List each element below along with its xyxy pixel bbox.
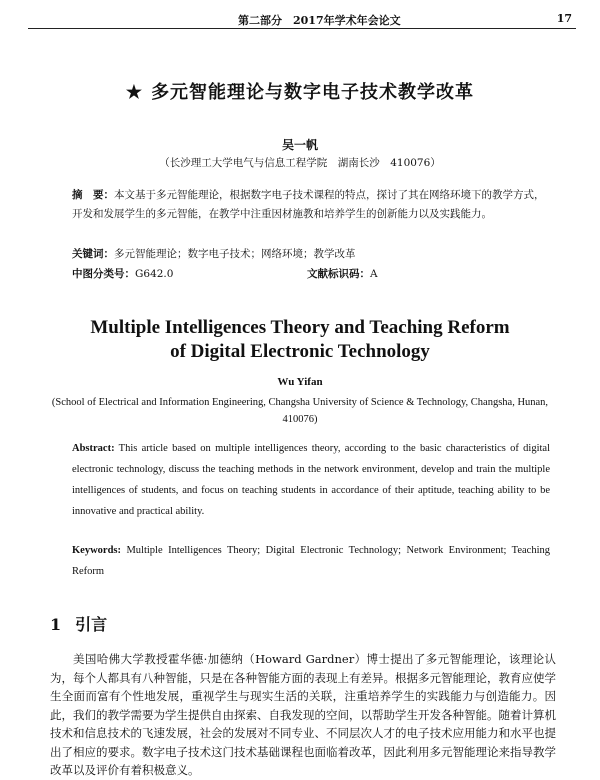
- abstract-en-text: This article based on multiple intelligences theory, according to the basic characteristics of digital electronic technology, discuss the teaching methods in the network environment, develop and train the multiple intelligences of students, and focus on teaching students in accordance of their aptitude, teaching ability to be innovative and practical ability.: [72, 443, 551, 517]
- keywords-en: [72, 540, 550, 582]
- keywords-cn-text: 多元智能理论；数字电子技术；网络环境；教学改革: [114, 248, 356, 260]
- abstract-cn-text: 本文基于多元智能理论，根据数字电子技术课程的特点，探讨了其在网络环境下的教学方式，开发和发展学生的多元智能，在教学中注重因材施教和培养学生的创新能力以及实践能力。: [72, 189, 545, 220]
- keywords-cn-label: 关键词：: [72, 248, 114, 260]
- author-cn: 吴一帆: [281, 138, 318, 152]
- doc-code-label: 文献标识码：: [307, 268, 370, 280]
- keywords-en-text: Multiple Intelligences Theory; Digital Electronic Technology; Network Environment; Teaching Reform: [72, 545, 550, 577]
- document-code: [307, 266, 378, 281]
- abstract-en-label: Abstract:: [72, 443, 115, 454]
- abstract-en: [72, 438, 550, 522]
- doc-code-value: A: [370, 268, 378, 280]
- abstract-cn-label: 摘 要：: [72, 189, 114, 201]
- affiliation-cn: （长沙理工大学电气与信息工程学院 湖南长沙 410076）: [159, 157, 441, 169]
- clc-value: G642.0: [135, 268, 174, 280]
- section-heading: [50, 612, 107, 635]
- author-en: Wu Yifan: [277, 376, 323, 388]
- keywords-cn: [72, 246, 550, 261]
- classification-row: [72, 266, 550, 281]
- paper-title-en-line2: of Digital Electronic Technology: [170, 341, 430, 362]
- star-icon: ★: [125, 82, 144, 103]
- keywords-en-label: Keywords:: [72, 545, 121, 556]
- abstract-cn: [72, 186, 550, 224]
- running-header-section: 第二部分 2017年学术年会论文: [238, 14, 401, 27]
- affiliation-en: (School of Electrical and Information Engineering, Changsha University of Science & Technology, Changsha, Hunan, 410076): [51, 397, 549, 425]
- body-paragraph: 美国哈佛大学教授霍华德·加德纳（Howard Gardner）博士提出了多元智能理论，该理论认为，每个人都具有八种智能，只是在各种智能方面的表现上有差异。根据多元智能理论，教育应使学生全面而富有个性地发展，重视学生与现实生活的关联，注重培养学生的实践能力与创造能力。因此，我们的教学需要为学生提供自由探索、自我发现的空间，以帮助学生开发各种智能。随着计算机技术和信息技术的飞速发展，社会的发展对不同专业、不同层次人才的电子技术应用能力和水平也提出了相应的要求。数字电子技术这门技术基础课程也面临着改革，因此利用多元智能理论来指导教学改革以及评价有着积极意义。: [50, 652, 556, 777]
- section-title: 引言: [75, 615, 108, 634]
- paper-title-cn-text: 多元智能理论与数字电子技术教学改革: [151, 82, 475, 103]
- paper-title-cn: [0, 78, 600, 104]
- paper-title-en-line1: Multiple Intelligences Theory and Teaching Reform: [90, 317, 510, 338]
- section-number: 1: [50, 615, 62, 634]
- clc-label: 中图分类号：: [72, 268, 135, 280]
- running-header: [28, 10, 576, 29]
- page-number: 17: [556, 12, 572, 25]
- paper-title-en: [0, 316, 600, 364]
